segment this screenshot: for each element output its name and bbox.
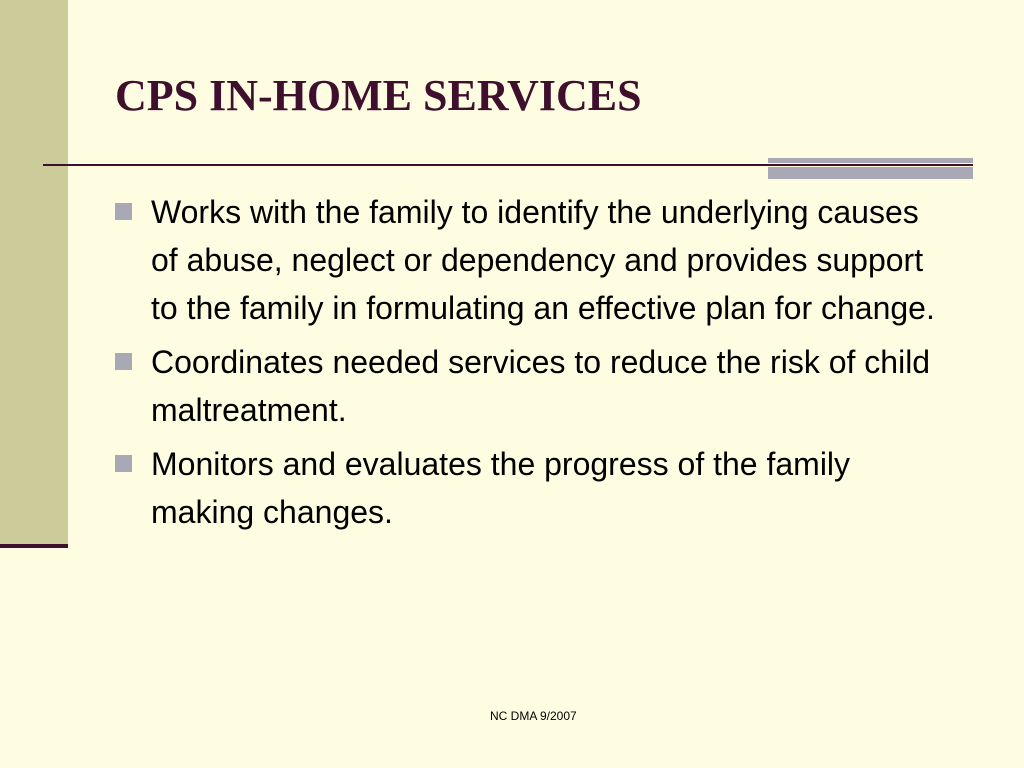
left-decorative-band — [0, 0, 68, 545]
bullet-item — [115, 338, 935, 434]
bullet-item — [115, 188, 935, 332]
square-bullet-icon — [115, 203, 132, 220]
title-accent-bar — [768, 158, 973, 179]
bullet-text: Monitors and evaluates the progress of the family making changes. — [151, 446, 851, 530]
bullet-item — [115, 440, 935, 536]
slide-title: CPS IN-HOME SERVICES — [115, 71, 642, 120]
accent-stripe-top — [768, 158, 973, 163]
square-bullet-icon — [115, 455, 132, 472]
bullet-text: Works with the family to identify the underlying causes of abuse, neglect or dependency and provides support to the family in formulating an effective plan for change. — [151, 194, 935, 326]
square-bullet-icon — [115, 353, 132, 370]
bullet-text: Coordinates needed services to reduce the risk of child maltreatment. — [151, 344, 931, 428]
accent-stripe-bottom — [768, 167, 973, 179]
slide-footer: NC DMA 9/2007 — [490, 709, 577, 723]
left-band-rule — [0, 544, 68, 548]
bullet-list — [115, 188, 935, 542]
